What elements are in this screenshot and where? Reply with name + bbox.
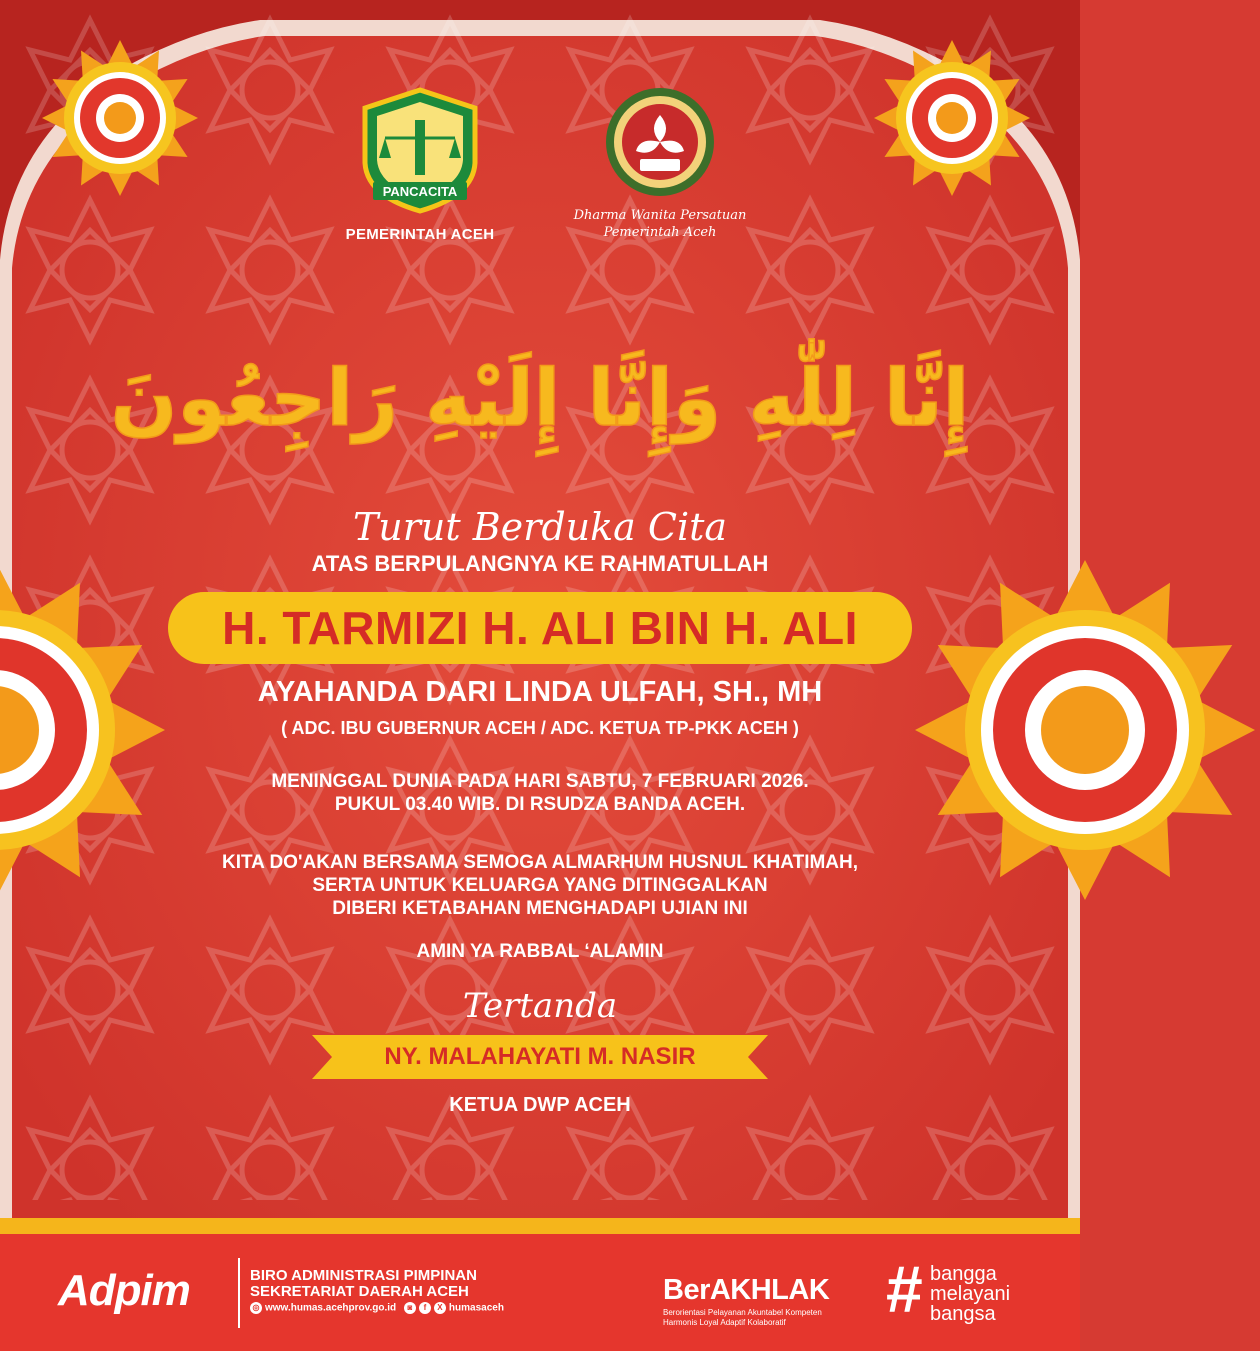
berakhlak-sub-1: Berorientasi Pelayanan Akuntabel Kompeten [663,1308,822,1317]
signed-label: Tertanda [462,986,618,1026]
facebook-icon[interactable]: f [419,1302,431,1314]
footer [0,1234,1080,1351]
prayer-line-2: SERTA UNTUK KELUARGA YANG DITINGGALKAN [312,875,768,896]
org-line-1: BIRO ADMINISTRASI PIMPINAN [250,1267,477,1284]
berakhlak-logo [663,1274,829,1307]
pancacita-emblem-icon [355,88,485,213]
dwp-caption-line2: Pemerintah Aceh [603,225,717,240]
death-line-2: PUKUL 03.40 WIB. DI RSUDZA BANDA ACEH. [334,794,746,815]
heading: Turut Berduka Cita [352,505,728,549]
pemerintah-aceh-caption: PEMERINTAH ACEH [345,226,495,243]
ornament-flower-icon [872,38,1032,198]
footer-divider [238,1258,240,1328]
dwp-emblem-icon [600,85,720,200]
tag-line-2: melayani [930,1283,1011,1305]
arabic-text: إِنَّا لِلّٰهِ وَإِنَّا إِلَيْهِ رَاجِعُونَ [110,354,970,444]
subheading: ATAS BERPULANGNYA KE RAHMATULLAH [311,551,769,576]
istirja-calligraphy [110,275,970,485]
website[interactable]: www.humas.acehprov.go.id [265,1302,397,1314]
dwp-logo [560,85,760,241]
contact-row [250,1302,504,1314]
relation: AYAHANDA DARI LINDA ULFAH, SH., MH [257,676,823,708]
deceased-name: H. TARMIZI H. ALI BIN H. ALI [168,592,912,664]
signer-title: KETUA DWP ACEH [449,1094,631,1116]
relation-note: ( ADC. IBU GUBERNUR ACEH / ADC. KETUA TP-PKK ACEH ) [281,718,799,738]
berakhlak-title: BerAKHLAK [663,1274,830,1306]
adpim-logo [58,1266,190,1316]
org-line-2: SEKRETARIAT DAERAH ACEH [250,1283,469,1300]
instagram-icon[interactable]: ◙ [404,1302,416,1314]
tag-line-1: bangga [930,1263,997,1285]
signer-name: NY. MALAHAYATI M. NASIR [384,1043,696,1070]
berakhlak-sub-2: Harmonis Loyal Adaptif Kolaboratif [663,1318,786,1327]
adpim-brand: Adpim [58,1266,190,1315]
social-handle[interactable]: humasaceh [448,1302,504,1314]
footer-stripe [0,1218,1080,1234]
pemerintah-aceh-logo [330,88,510,243]
dwp-caption-line1: Dharma Wanita Persatuan [573,208,747,223]
ornament-flower-icon [40,38,200,198]
prayer-line-1: KITA DO'AKAN BERSAMA SEMOGA ALMARHUM HUSNUL KHATIMAH, [221,852,859,873]
death-line-1: MENINGGAL DUNIA PADA HARI SABTU, 7 FEBRUARI 2026. [271,771,809,792]
prayer-line-3: DIBERI KETABAHAN MENGHADAPI UJIAN INI [332,898,748,919]
tag-line-3: bangsa [930,1303,996,1325]
globe-icon: ◎ [250,1302,262,1314]
amin: AMIN YA RABBAL ‘ALAMIN [416,941,664,962]
pancacita-banner: PANCACITA [382,184,458,199]
hashtag-icon: # [886,1252,923,1326]
x-icon[interactable]: X [434,1302,446,1314]
